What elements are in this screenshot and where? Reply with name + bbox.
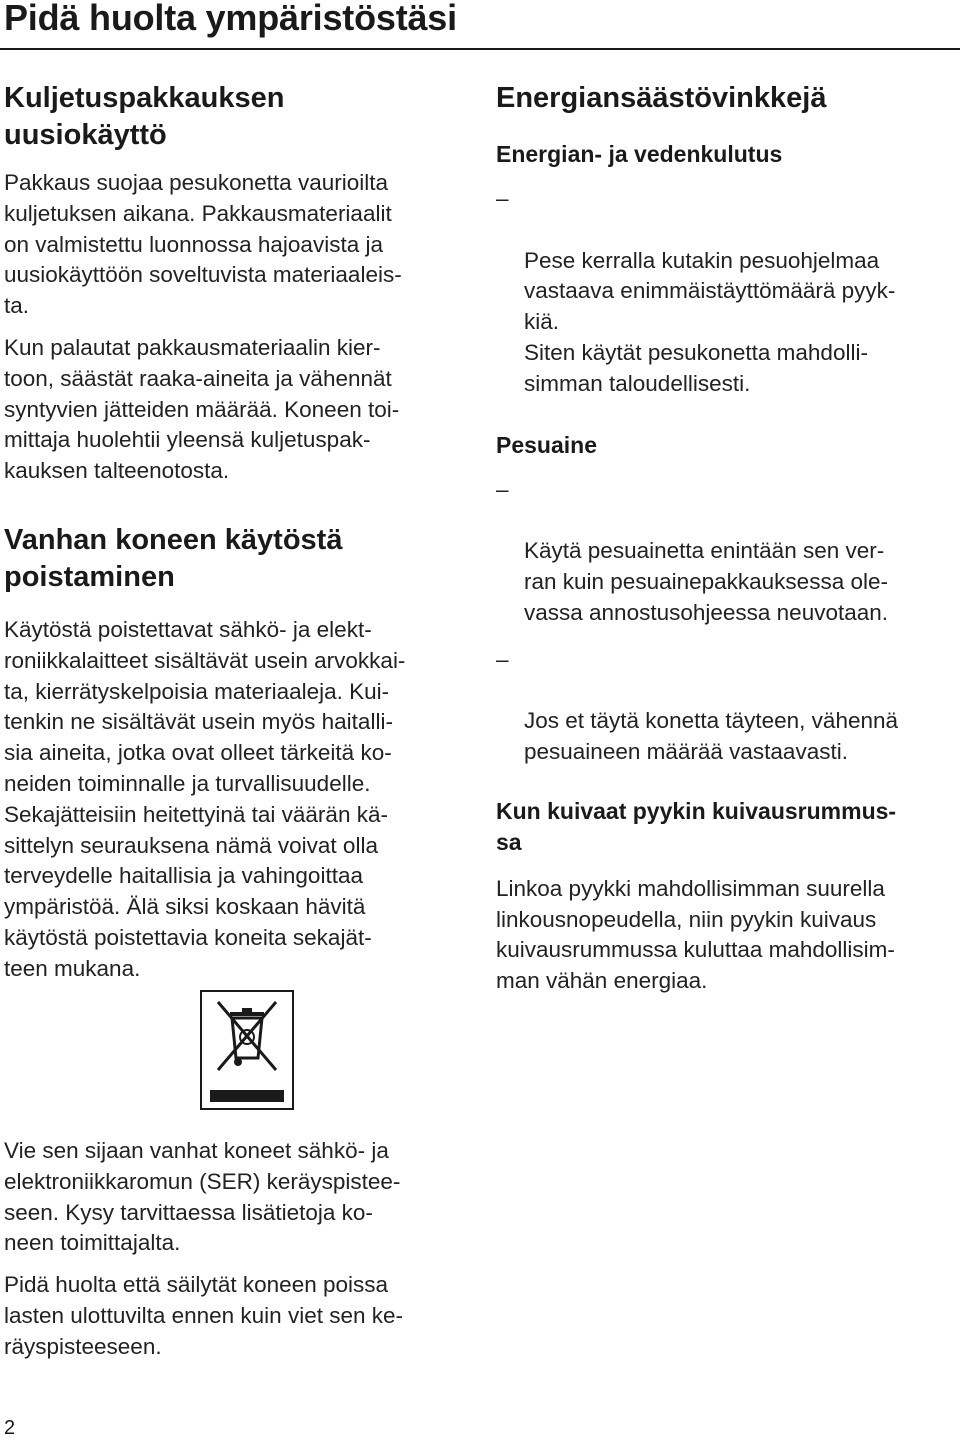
title-divider xyxy=(0,48,960,50)
packaging-heading: Kuljetuspakkauksen uusiokäyttö xyxy=(4,82,285,151)
disposal-heading: Vanhan koneen käytöstä poistaminen xyxy=(4,523,343,593)
dryer-paragraph: Linkoa pyykki mahdollisimman suurella linkousnopeudella, niin pyykin kuivaus kuivausrummussa kuluttaa mahdollisim- man vähän energiaa. xyxy=(496,875,895,994)
right-column xyxy=(496,80,956,997)
dash-bullet: – xyxy=(496,646,509,672)
consumption-heading: Energian- ja vedenkulutus xyxy=(496,141,783,167)
left-column xyxy=(4,80,454,985)
disposal-paragraph-1: Käytöstä poistettavat sähkö- ja elekt- roniikkalaitteet sisältävät usein arvokkai- ta, kierrätyskelpoisia materiaaleja. Kui- tenkin ne sisältävät usein myös haitalli- sia aineita, jotka ovat olleet tärkeitä ko- neiden toiminnalle ja turvallisuudelle. Sekajätteisiin heitettyinä tai väärän kä- sittelyn seurauksena nämä voivat olla terveydelle haitallisia ja vahingoittaa ympäristöä. Älä siksi koskaan hävitä käytöstä poistettavia koneita sekajät- teen mukana. xyxy=(4,616,406,981)
page-number: 2 xyxy=(4,1417,16,1439)
disposal-paragraph-3: Pidä huolta että säilytät koneen poissa lasten ulottuvilta ennen kuin viet sen ke- räyspisteeseen. xyxy=(4,1272,403,1359)
left-column-bottom xyxy=(4,1136,454,1363)
list-item-text: Käytä pesuainetta enintään sen ver- ran kuin pesuainepakkauksessa ole- vassa annostusohjeessa neuvotaan. xyxy=(524,538,889,625)
packaging-paragraph-1: Pakkaus suojaa pesukonetta vaurioilta kuljetuksen aikana. Pakkausmateriaalit on valmistettu luonnossa hajoavista ja uusiokäyttöön soveltuvista materiaaleis- ta. xyxy=(4,170,402,319)
energy-tips-heading: Energiansäästövinkkejä xyxy=(496,82,827,114)
list-item-text: Jos et täytä konetta täyteen, vähennä pesuaineen määrää vastaavasti. xyxy=(524,708,899,764)
page-title: Pidä huolta ympäristöstäsi xyxy=(4,0,457,38)
detergent-list-item xyxy=(496,645,956,768)
packaging-paragraph-2: Kun palautat pakkausmateriaalin kier- toon, säästät raaka-aineita ja vähennät syntyvien jätteiden määrää. Koneen toi- mittaja huolehtii yleensä kuljetuspak- kauksen talteenotosta. xyxy=(4,334,400,484)
dryer-heading: Kun kuivaat pyykin kuivausrummus- sa xyxy=(496,797,897,855)
detergent-heading: Pesuaine xyxy=(496,431,597,458)
dash-bullet: – xyxy=(496,186,509,211)
crossed-out-wheeled-bin-icon xyxy=(202,992,292,1108)
dash-bullet: – xyxy=(496,476,509,502)
weee-symbol xyxy=(200,990,294,1110)
consumption-list-item xyxy=(496,184,956,400)
list-item-text: Pese kerralla kutakin pesuohjelmaa vastaava enimmäistäyttömäärä pyyk- kiä. Siten käytät pesukonetta mahdolli- simman taloudellisesti. xyxy=(524,247,896,396)
detergent-list-item xyxy=(496,475,956,629)
disposal-paragraph-2: Vie sen sijaan vanhat koneet sähkö- ja elektroniikkaromun (SER) keräyspistee- seen. Kysy tarvittaessa lisätietoja ko- neen toimittajalta. xyxy=(4,1138,401,1256)
